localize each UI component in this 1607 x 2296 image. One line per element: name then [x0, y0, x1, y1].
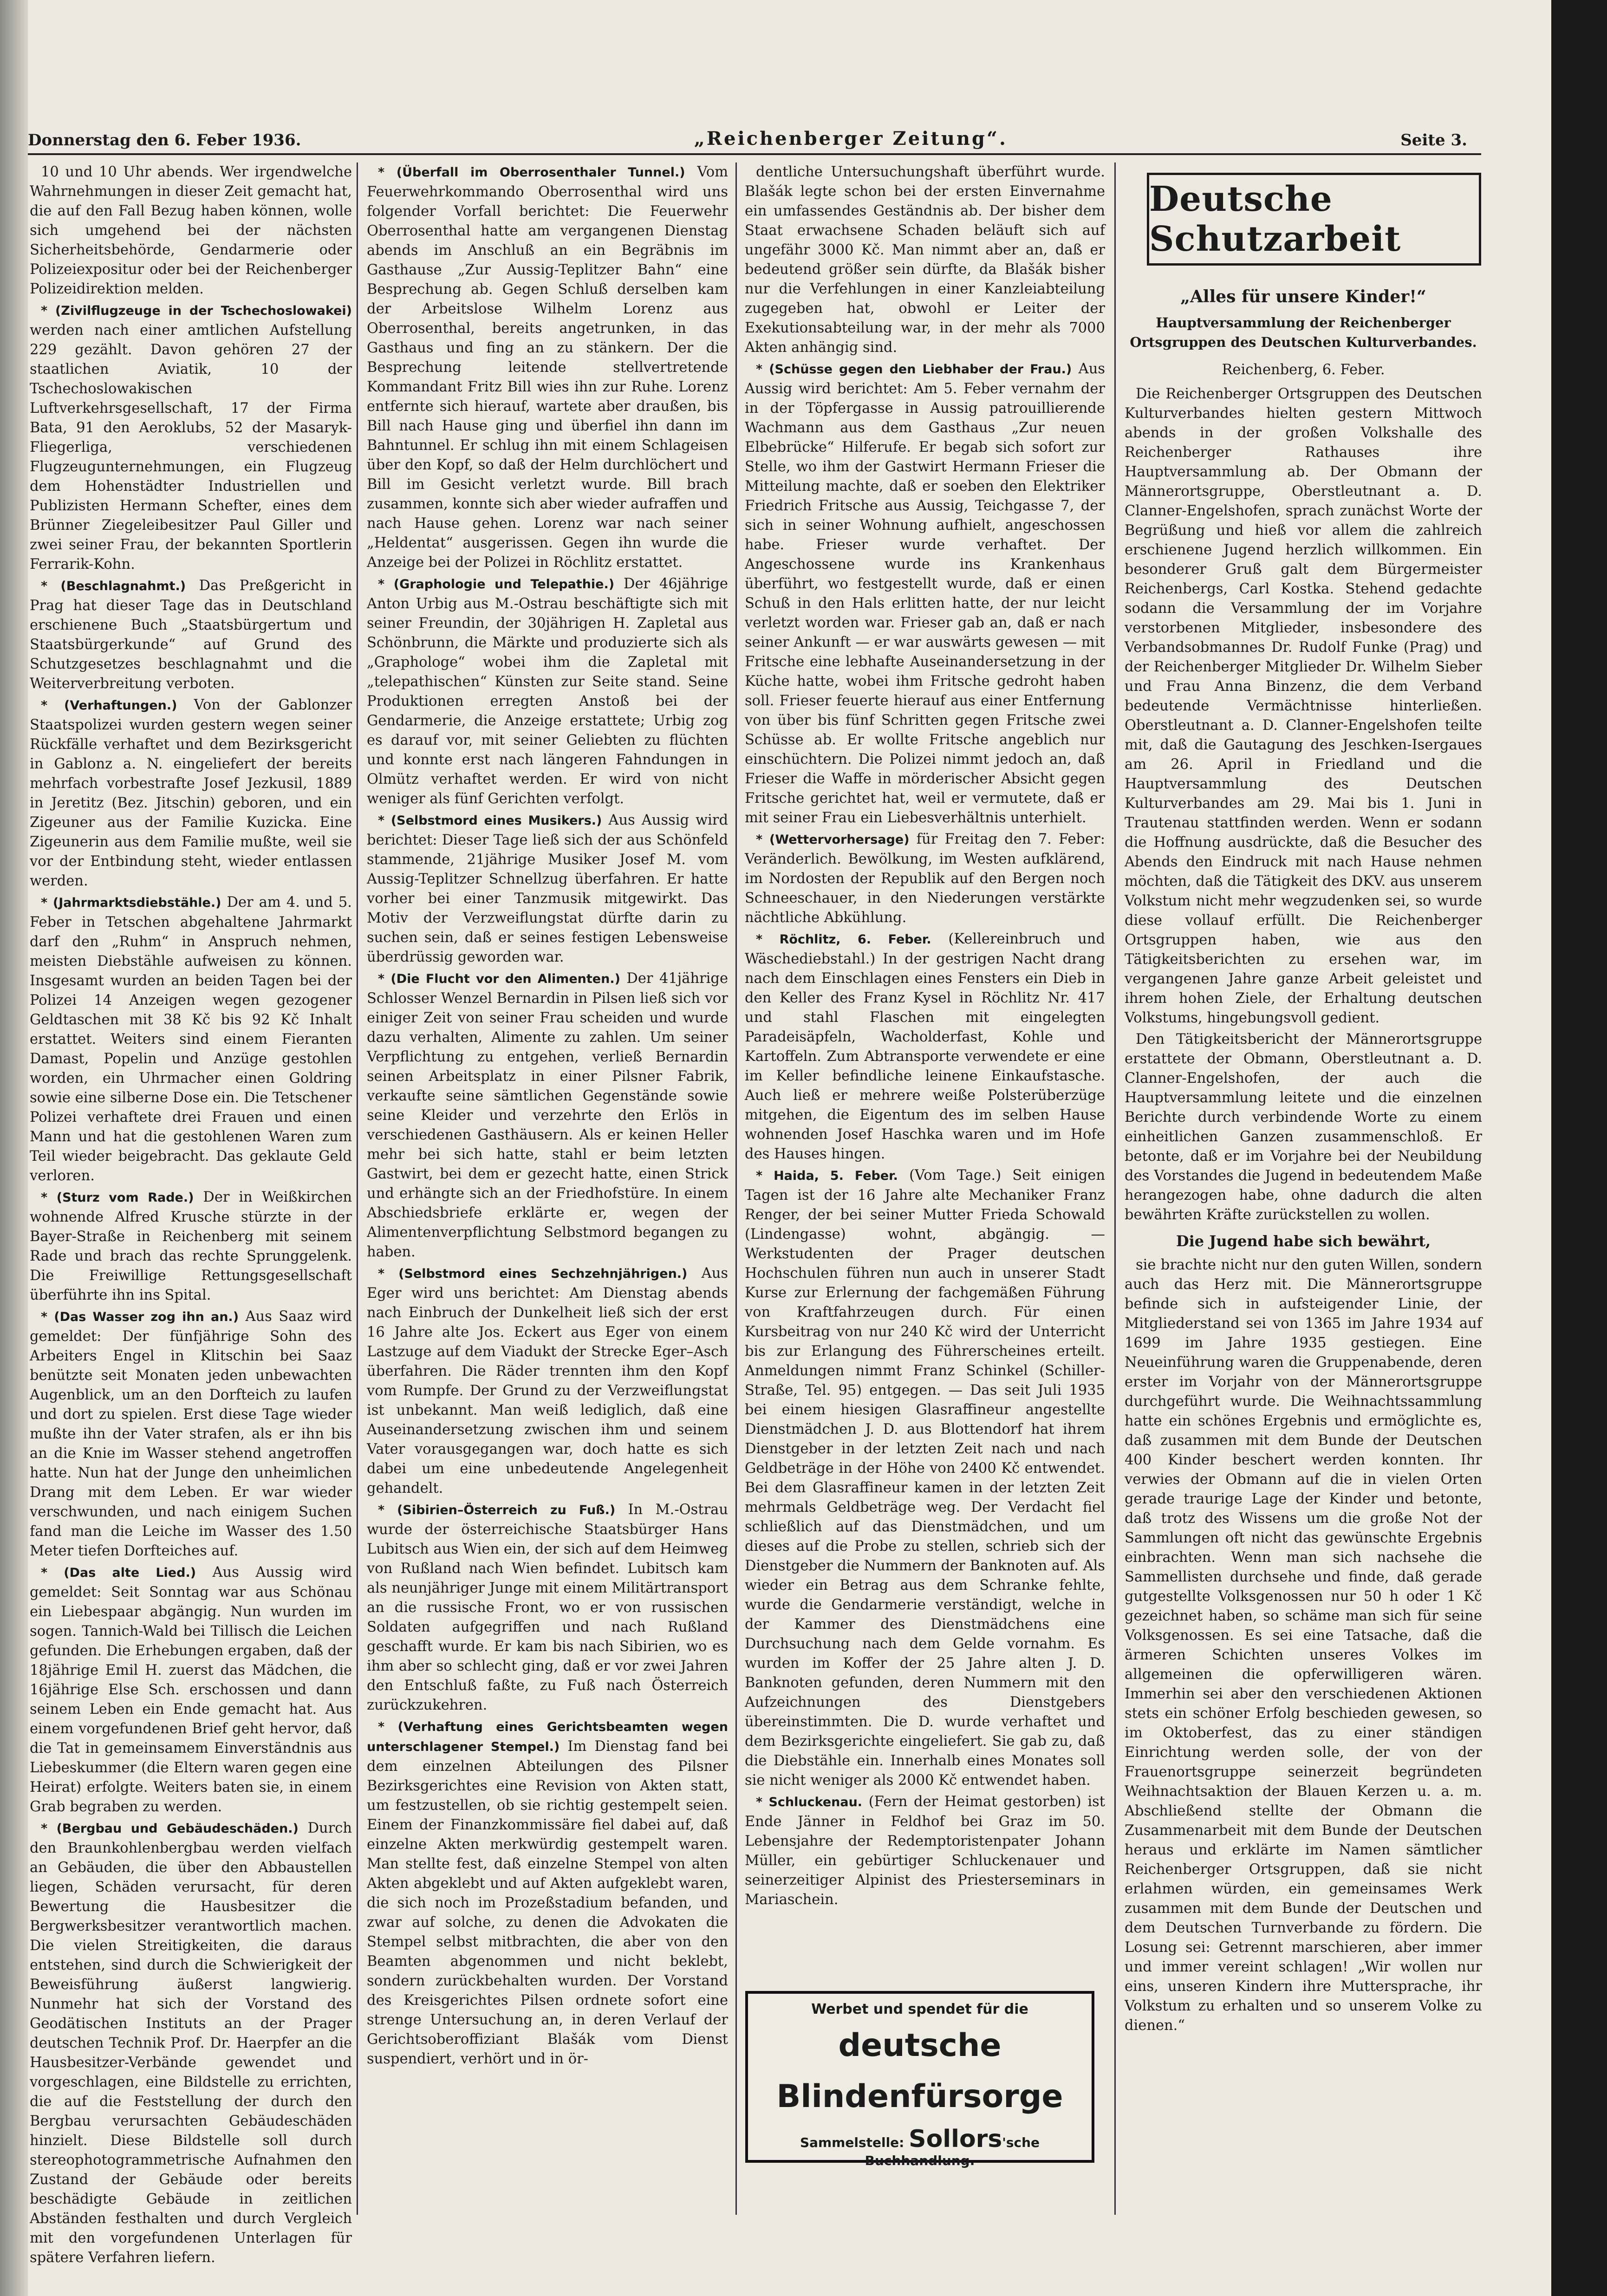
- article-subtitle: Hauptversammlung der Reichenberger Ortsgruppen des Deutschen Kulturverbandes.: [1130, 315, 1477, 350]
- article-paragraph: Den Tätigkeitsbericht der Männerortsgruppe erstattete der Obmann, Oberstleutnant a. D. Clanner-Engelshofen, der auch die Hauptversammlung leitete und die einzelnen Berichte durch verbindende Worte zu einem einheitlichen Ganzen zusammenschloß. Er betonte, daß er im Vorjahre bei der Neubildung des Vorstandes die Jugend in bedeutendem Maße herangezogen habe, ohne dadurch die alten bewährten Kräfte zurückstellen zu wollen.: [1125, 1031, 1482, 1223]
- article-paragraph: [30, 1819, 352, 2268]
- article-heading: * Röchlitz, 6. Feber.: [756, 932, 931, 947]
- article-paragraph: [745, 359, 1105, 828]
- article-paragraph: 10 und 10 Uhr abends. Wer irgendwelche Wahrnehmungen in dieser Zeit gemacht hat, die auf den Fall Bezug haben können, wolle sich umgehend bei der nächsten Sicherheitsbehörde, Gendarmerie oder Polizeiexpositur oder bei der Reichenberger Polizeidirektion melden.: [30, 164, 352, 297]
- article-heading: * (Sibirien–Österreich zu Fuß.): [378, 1503, 616, 1517]
- article-slogan: „Alles für unsere Kinder!“: [1180, 287, 1426, 306]
- article-text: Im Dienstag fand bei dem einzelnen Abteilungen des Pilsner Bezirksgerichtes eine Revision von Akten statt, um festzustellen, ob sie richtig gestempelt seien. Einem der Finanzkommissäre fiel dabei auf, daß einzelne Akten merkwürdig gestempelt waren. Man stellte fest, daß einzelne Stempel von alten Akten abgeklebt und auf Akten aufgeklebt waren, die sich noch im Prozeßstadium befanden, und zwar auf solche, zu denen die Advokaten die Stempel selbst mitbrachten, die aber von den Beamten abgenommen und nicht beklebt, sondern zurückbehalten wurden. Der Vorstand des Kreisgerichtes Pilsen ordnete sofort eine strenge Untersuchung an, in deren Verlauf der Gerichtsoberoffiziant Blašák vom Dienst suspendiert, verhört und in ör-: [367, 1738, 728, 2067]
- article-heading: * (Überfall im Oberrosenthaler Tunnel.): [378, 165, 685, 180]
- article-paragraph: [745, 1166, 1105, 1790]
- column-1: [30, 163, 352, 2266]
- article-text: Aus Eger wird uns berichtet: Am Dienstag abends nach Einbruch der Dunkelheit ließ sich der erst 16 Jahre alte Jos. Eckert aus Eger von einem Lastzuge auf dem Viadukt der Strecke Eger–Asch überfahren. Die Räder trennten ihm den Kopf vom Rumpfe. Der Grund zu der Verzweiflungstat ist unbekannt. Man weiß lediglich, daß eine Auseinandersetzung zwischen ihm und seinem Vater vorausgegangen war, doch hatte es sich dabei um eine unbedeutende Angelegenheit gehandelt.: [367, 1265, 728, 1496]
- article-heading: * (Wettervorhersage): [756, 833, 910, 847]
- article-heading: * (Graphologie und Telepathie.): [378, 577, 615, 592]
- article-heading: * Schluckenau.: [756, 1795, 863, 1809]
- article-paragraph: [745, 1792, 1105, 1910]
- article-paragraph: [367, 163, 728, 572]
- article-text: Aus Aussig wird berichtet: Am 5. Feber vernahm der in der Töpfergasse in Aussig patrouillierende Wachmann aus dem Gasthaus „Zur neuen Elbebrücke“ Hilferufe. Er begab sich sofort zur Stelle, wo ihm der Gastwirt Hermann Frieser die Mitteilung machte, daß er soeben den Elektriker Friedrich Fritsche aus Aussig, Teichgasse 7, der sich in seiner Wohnung aufhielt, angeschossen habe. Frieser wurde verhaftet. Der Angeschossene wurde ins Krankenhaus überführt, wo festgestellt wurde, daß er einen Schuß in den Hals erlitten hatte, der nur leicht verletzt worden war. Frieser gab an, daß er nach seiner Ankunft — er war auswärts gewesen — mit Fritsche eine lebhafte Auseinandersetzung in der Küche hatte, wobei ihm Fritsche gedroht haben soll. Frieser feuerte hierauf aus einer Entfernung von über bis fünf Schritten gegen Fritsche zwei Schüsse ab. Er wollte Fritsche angeblich nur einschüchtern. Die Polizei nimmt jedoch an, daß Frieser die Waffe in mörderischer Absicht gegen Fritsche gerichtet hat, weil er vermutete, daß er mit seiner Frau ein Liebesverhältnis unterhielt.: [745, 361, 1105, 826]
- article-paragraph: [367, 1717, 728, 2069]
- article-paragraph: [367, 969, 728, 1262]
- article-paragraph: [30, 1188, 352, 1305]
- article-heading: * Haida, 5. Feber.: [756, 1169, 898, 1183]
- article-paragraph: sie brachte nicht nur den guten Willen, sondern auch das Herz mit. Die Männerortsgruppe befinde sich in aufsteigender Linie, der Mitgliederstand sei von 1365 im Jahre 1934 auf 1699 im Jahre 1935 gestiegen. Eine Neueinführung waren die Gruppenabende, deren erster im Vorjahr von der Männerortsgruppe durchgeführt wurde. Die Weihnachtssammlung hatte ein schönes Ergebnis und ermöglichte es, daß zusammen mit dem Bunde der Deutschen 400 Kinder beschert werden konnten. Ihr verwies der Obmann auf die in vielen Orten gerade traurige Lage der Kinder und betonte, daß trotz des Wissens um die große Not der Sammlungen oft nicht das gewünschte Ergebnis einbrachten. Wenn man sich nachsehe die Sammellisten durchsehe und finde, daß gerade gutgestellte Volksgenossen nur 50 h oder 1 Kč gezeichnet haben, so schäme man sich für seine Volksgenossen. Es sei eine Tatsache, daß die ärmeren Schichten unseres Volkes im allgemeinen die opferwilligeren wären. Immerhin sei aber den verschiedenen Aktionen stets ein schöner Erfolg beschieden gewesen, so im Oktoberfest, das zu einer ständigen Einrichtung werden solle, der von der Frauenortsgruppe seinerzeit begründeten Weihnachtsaktion der Blauen Kerzen u. a. m. Abschließend stellte der Obmann die Zusammenarbeit mit dem Bunde der Deutschen heraus und erklärte im Namen sämtlicher Reichenberger Ortsgruppen, daß sie nicht erlahmen würden, ein gemeinsames Werk zusammen mit dem Bunde der Deutschen und dem Deutschen Turnverbande zu fördern. Die Losung sei: Getrennt marschieren, aber immer und immer vereint schlagen! „Wir wollen nur eins, unseren Kindern ihre Muttersprache, ihr Volkstum zu erhalten und so unserem Volke zu dienen.“: [1125, 1257, 1482, 2034]
- article-heading: * (Das alte Lied.): [41, 1566, 196, 1580]
- article-paragraph: [30, 1307, 352, 1561]
- article-text: Der in Weißkirchen wohnende Alfred Krusche stürzte in der Bayer-Straße in Reichenberg mit seinem Rade und brach das rechte Sprunggelenk. Die Freiwillige Rettungsgesellschaft überführte ihn ins Spital.: [30, 1189, 352, 1303]
- article-heading: * (Jahrmarktsdiebstähle.): [41, 896, 221, 910]
- article-text: In M.-Ostrau wurde der österreichische Staatsbürger Hans Lubitsch aus Wien ein, der sich auf dem Heimweg von Rußland nach Wien befindet. Lubitsch kam als neunjähriger Junge mit einem Militärtransport an die russische Front, wo er von russischen Soldaten aufgegriffen und nach Rußland geschafft wurde. Er kam bis nach Sibirien, wo es ihm aber so schlecht ging, daß er vor zwei Jahren den Entschluß faßte, zu Fuß nach Österreich zurückzukehren.: [367, 1502, 728, 1713]
- article-heading: * (Bergbau und Gebäudeschäden.): [41, 1821, 299, 1836]
- ad-collection-label: Sammelstelle:: [800, 2135, 904, 2150]
- ad-shop-suffix: 'sche Buchhandlung.: [865, 2135, 1040, 2168]
- article-text: (Vom Tage.) Seit einigen Tagen ist der 16 Jahre alte Mechaniker Franz Renger, der bei seiner Mutter Frieda Schowald (Lindengasse) wohnt, abgängig. — Werkstudenten der Prager deutschen Hochschulen führen nun auch in unserer Stadt Kurse zur Erlernung der fachgemäßen Führung von Kraftfahrzeugen durch. Für einen Kursbeitrag von nur 240 Kč wird der Unterricht bis zur Erlangung des Führerscheines erteilt. Anmeldungen nimmt Franz Schinkel (Schiller-Straße, Tel. 95) entgegen. — Das seit Juli 1935 bei einem hiesigen Glasraffineur angestellte Dienstmädchen J. D. aus Blottendorf hat ihrem Dienstgeber in der letzten Zeit nach und nach Geldbeträge in der Höhe von 2400 Kč entwendet. Bei dem Glasraffineur kamen in der letzten Zeit mehrmals Geldbeträge weg. Der Verdacht fiel schließlich auf das Dienstmädchen, und um dieses auf die Probe zu stellen, schrieb sich der Dienstgeber die Nummern der Banknoten auf. Als wieder ein Betrag aus dem Schranke fehlte, wurde die Gendarmerie verständigt, welche in der Kammer des Dienstmädchens eine Durchsuchung nach dem Gelde vornahm. Es wurden im Koffer der 25 Jahre alten J. D. Banknoten gefunden, deren Nummern mit den Aufzeichnungen des Dienstgebers übereinstimmten. Die D. wurde verhaftet und dem Bezirksgerichte eingeliefert. Sie gab zu, daß die Diebstähle ein. Innerhalb eines Monates soll sie nicht weniger als 2000 Kč entwendet haben.: [745, 1167, 1105, 1789]
- article-subheading: Die Jugend habe sich bewährt,: [1176, 1232, 1431, 1250]
- ad-headline: deutsche Blindenfürsorge: [776, 2027, 1063, 2115]
- column-3: [745, 163, 1105, 1973]
- article-text: (Kellereinbruch und Wäschediebstahl.) In der gestrigen Nacht drang nach dem Einschlagen eines Fensters ein Dieb in den Keller des Franz Kysel in Röchlitz Nr. 417 und stahl Flaschen mit eingelegten Paradeisäpfeln, Wacholderfast, Kohle und Kartoffeln. Zum Abtransporte verwendete er eine im Keller befindliche leinene Einkaufstasche. Auch ließ er mehrere weiße Polsterüberzüge mitgehen, die Eigentum des im selben Hause wohnenden Josef Haschka waren und im Hofe des Hauses hingen.: [745, 931, 1105, 1162]
- article-text: Aus Aussig wird berichtet: Dieser Tage ließ sich der aus Schönfeld stammende, 21jährige Musiker Josef M. vom Aussig-Teplitzer Schnellzug überfahren. Er hatte vorher bei einer Tanzmusik mitgewirkt. Das Motiv der Verzweiflungstat dürfte darin zu suchen sein, daß er seines festigen Lebensweise überdrüssig geworden war.: [367, 812, 728, 965]
- article-heading: * (Schüsse gegen den Liebhaber der Frau.): [756, 362, 1072, 377]
- article-text: Aus Aussig wird gemeldet: Seit Sonntag war aus Schönau ein Liebespaar abgängig. Nun wurden im sogen. Tannich-Wald bei Tillisch die Leichen gefunden. Die Erhebungen ergaben, daß der 18jährige Emil H. zuerst das Mädchen, die 16jährige Else Sch. erschossen und dann seinem Leben ein Ende gemacht hat. Aus einem vorgefundenen Brief geht hervor, daß die Tat in gemeinsamem Einverständnis aus Liebeskummer (die Eltern waren gegen eine Heirat) erfolgte. Weiters baten sie, in einem Grab begraben zu werden.: [30, 1564, 352, 1815]
- article-paragraph: [367, 574, 728, 809]
- article-paragraph: [30, 696, 352, 891]
- article-paragraph: [367, 1500, 728, 1715]
- header-page-number: Seite 3.: [1400, 131, 1467, 150]
- ad-collection-point: [748, 2125, 1092, 2168]
- article-text: (Fern der Heimat gestorben) ist Ende Jänner in Feldhof bei Graz im 50. Lebensjahre der Redemptoristenpater Johann Müller, ein gebürtiger Schluckenauer und seinerzeitiger Alpinist des Priesterseminars in Mariaschein.: [745, 1794, 1105, 1908]
- article-dateline: Reichenberg, 6. Feber.: [1222, 362, 1385, 378]
- section-title: Deutsche Schutzarbeit: [1149, 179, 1401, 259]
- header-date: Donnerstag den 6. Feber 1936.: [28, 131, 301, 150]
- article-text: Aus Saaz wird gemeldet: Der fünfjährige Sohn des Arbeiters Engel in Klitschin bei Saaz benützte seit Monaten jeden unbewachten Augenblick, um an den Dorfteich zu laufen und dort zu spielen. Erst diese Tage wieder mußte ihn der Vater strafen, als er ihn bis an die Knie im Wasser stehend angetroffen hatte. Nun hat der Junge den unheimlichen Drang mit dem Leben. Er war wieder verschwunden, und nach einigem Suchen fand man die Leiche im Wasser des 1.50 Meter tiefen Dorfteiches auf.: [30, 1308, 352, 1559]
- article-heading: * (Das Wasser zog ihn an.): [41, 1310, 239, 1324]
- article-heading: * (Zivilflugzeuge in der Tschechoslowakei): [41, 304, 352, 318]
- article-heading: * (Verhaftungen.): [41, 698, 177, 713]
- article-paragraph: [30, 1563, 352, 1817]
- header-paper-name: „Reichenberger Zeitung“.: [694, 128, 1008, 150]
- article-paragraph: [745, 830, 1105, 928]
- column-rule: [357, 163, 358, 2215]
- ad-line-1: Werbet und spendet für die: [811, 2001, 1028, 2017]
- section-title-box: [1147, 173, 1481, 266]
- article-text: Der 46jährige Anton Urbig aus M.-Ostrau beschäftigte sich mit seiner Freundin, der 30jährigen H. Zapletal aus Schönbrunn, die Märkte und produzierte sich als „Graphologe“ wobei ihm die Zapletal mit „telepathischen“ Künsten zur Seite stand. Seine Produktionen erregten Anstoß bei der Gendarmerie, die Anzeige erstattete; Urbig zog es darauf vor, mit seiner Geliebten zu flüchten und konnte erst nach längeren Fahndungen in Olmütz verhaftet werden. Er wird von nicht weniger als fünf Gerichten verfolgt.: [367, 576, 728, 807]
- article-paragraph: [367, 811, 728, 967]
- ad-shop-name: Sollors: [909, 2125, 1002, 2153]
- article-text: Das Preßgericht in Prag hat dieser Tage das in Deutschland erschienene Buch „Staatsbürgertum und Staatsbürgerkunde“ auf Grund des Schutzgesetzes beschlagnahmt und die Weiterverbreitung verboten.: [30, 578, 352, 692]
- article-heading: * (Beschlagnahmt.): [41, 579, 186, 593]
- column-rule: [1114, 163, 1116, 2215]
- article-text: Durch den Braunkohlenbergbau werden vielfach an Gebäuden, die über den Abbaustellen liegen, Schäden verursacht, für deren Bewertung die Hausbesitzer die Bergwerksbesitzer verantwortlich machen. Die vielen Streitigkeiten, die daraus entstehen, sind durch die Schwierigkeit der Beweisführung äußerst langwierig. Nunmehr hat sich der Vorstand des Geodätischen Instituts an der Prager deutschen Technik Prof. Dr. Haerpfer an die Hausbesitzer-Verbände gewendet und vorgeschlagen, eine Bildstelle zu errichten, die auf die Feststellung der durch den Bergbau verursachten Gebäudeschäden hinzielt. Diese Bildstelle soll durch stereophotogrammetrische Aufnahmen den Zustand der Gebäude oder bereits beschädigte Gebäude in zeitlichen Abständen festhalten und durch Vergleich mit den vorgefundenen Unterlagen für spätere Verfahren liefern.: [30, 1820, 352, 2266]
- blind-welfare-advertisement: [745, 1991, 1094, 2168]
- column-rule: [735, 163, 737, 2215]
- article-paragraph: [745, 930, 1105, 1164]
- article-paragraph: dentliche Untersuchungshaft überführt wurde. Blašák legte schon bei der ersten Einvernahme ein umfassendes Geständnis ab. Der bisher dem Staat erwachsene Schaden beläuft sich auf ungefähr 3000 Kč. Man nimmt aber an, daß er bedeutend größer sein dürfte, da Blašák bisher nur die Verfehlungen in einer Kanzleiabteilung zugegeben hat, obwohl er Leiter der Exekutionsabteilung war, in der mehr als 7000 Akten anhängig sind.: [745, 164, 1105, 356]
- article-text: werden nach einer amtlichen Aufstellung 229 gezählt. Davon gehören 27 der staatlichen Aviatik, 10 der Tschechoslowakischen Luftverkehrsgesellschaft, 17 der Firma Bata, 91 den Aeroklubs, 52 der Masaryk-Fliegerliga, verschiedenen Flugzeugunternehmungen, ein Flugzeug dem Hohenstädter Industriellen und Publizisten Hermann Schefter, eines dem Brünner Ziegeleibesitzer Paul Giller und zwei seiner Frau, der bekannten Sportlerin Ferrarik-Kohn.: [30, 322, 352, 572]
- article-heading: * (Selbstmord eines Sechzehnjährigen.): [378, 1267, 688, 1281]
- article-paragraph: [30, 576, 352, 694]
- article-text: Der am 4. und 5. Feber in Tetschen abgehaltene Jahrmarkt darf den „Ruhm“ in Anspruch nehmen, meisten Diebstähle aufweisen zu können. Insgesamt wurden an beiden Tagen bei der Polizei 14 Anzeigen wegen gezogener Geldtaschen mit 38 Kč bis 92 Kč Inhalt erstattet. Weiters sind einem Fieranten Damast, Popelin und Anzüge gestohlen worden, ein Uhrmacher einen Goldring sowie eine silberne Dose ein. Die Tetschener Polizei verhaftete drei Frauen und einen Mann und hat die gestohlenen Waren zum Teil wieder beigebracht. Das geklaute Geld verloren.: [30, 894, 352, 1184]
- article-text: Der 41jährige Schlosser Wenzel Bernardin in Pilsen ließ sich vor einiger Zeit von seiner Frau scheiden und wurde dazu verhalten, Alimente zu zahlen. Um seiner Verpflichtung zu entgehen, verließ Bernardin seinen Arbeitsplatz in einer Pilsner Fabrik, verkaufte seine sämtlichen Gegenstände sowie seine Kleider und verzehrte den Erlös in verschiedenen Gasthäusern. Als er keinen Heller mehr bei sich hatte, stahl er beim letzten Gastwirt, bei dem er gezecht hatte, einen Strick und erhängte sich an der Friedhofstüre. In einem Abschiedsbriefe erklärte er, wegen der Alimentenverpflichtung Selbstmord begangen zu haben.: [367, 970, 728, 1260]
- article-paragraph: [30, 301, 352, 574]
- article-text: für Freitag den 7. Feber: Veränderlich. Bewölkung, im Westen aufklärend, im Nordosten der Republik auf den Bergen noch Schneeschauer, in den Niederungen verstärkte nächtliche Abkühlung.: [745, 831, 1105, 926]
- article-heading: * (Selbstmord eines Musikers.): [378, 813, 602, 828]
- article-paragraph: Die Reichenberger Ortsgruppen des Deutschen Kulturverbandes hielten gestern Mittwoch abends in der großen Volkshalle des Reichenberger Rathauses ihre Hauptversammlung ab. Der Obmann der Männerortsgruppe, Oberstleutnant a. D. Clanner-Engelshofen, sprach zunächst Worte der Begrüßung und hieß vor allem die zahlreich erschienene Jugend herzlich willkommen. Ein besonderer Gruß galt dem Bürgermeister Reichenbergs, Carl Kostka. Stehend gedachte sodann die Versammlung der im Vorjahre verstorbenen Mitglieder, insbesondere des Verbandsobmannes Dr. Rudolf Funke (Prag) und der Reichenberger Mitglieder Dr. Wilhelm Sieber und Frau Anna Binzenz, die dem Verband bedeutende Vermächtnisse hinterließen. Oberstleutnant a. D. Clanner-Engelshofen teilte mit, daß die Gautagung des Jeschken-Isergaues am 26. April in Friedland und die Hauptversammlung des Deutschen Kulturverbandes am 29. Mai bis 1. Juni in Trautenau stattfinden werden. Wenn er sodann die Hoffnung ausdrückte, daß die Besucher des Abends den Eindruck mit nach Hause nehmen möchten, daß die Tätigkeit des DKV. aus unserem Volkstum nicht mehr wegzudenken sei, so wurde diese vollauf erfüllt. Die Reichenberger Ortsgruppen haben, wie aus den Tätigkeitsberichten zu ersehen war, im vergangenen Jahre ganze Arbeit geleistet und ihrem hohen Ziele, der Erhaltung deutschen Volkstums, hingebungsvoll gedient.: [1125, 386, 1482, 1026]
- column-2: [367, 163, 728, 2229]
- article-text: Vom Feuerwehrkommando Oberrosenthal wird uns folgender Vorfall berichtet: Die Feuerwehr Oberrosenthal hatte am vergangenen Dienstag abends im Anschluß an ein Begräbnis im Gasthause „Zur Aussig-Teplitzer Bahn“ eine Besprechung ab. Gegen Schluß derselben kam der Arbeitslose Wilhelm Lorenz aus Oberrosenthal, bereits angetrunken, in das Gasthaus und fing an zu stänkern. Der die Besprechung leitende stellvertretende Kommandant Fritz Bill wies ihn zur Ruhe. Lorenz entfernte sich hierauf, wartete aber draußen, bis Bill nach Hause ging und überfiel ihn dann im Bahntunnel. Er schlug ihn mit einem Schlageisen über den Kopf, so daß der Helm durchlöchert und Bill im Gesicht verletzt wurde. Bill brach zusammen, konnte sich aber wieder aufraffen und nach Hause gehen. Lorenz war nach seiner „Heldentat“ ausgerissen. Gegen ihn wurde die Anzeige bei der Polizei in Röchlitz erstattet.: [367, 164, 728, 571]
- article-heading: * (Die Flucht vor den Alimenten.): [378, 972, 620, 986]
- column-4: [1125, 283, 1482, 2229]
- article-paragraph: [30, 893, 352, 1186]
- scan-right-edge: [1551, 0, 1607, 2296]
- article-heading: * (Sturz vom Rade.): [41, 1190, 194, 1205]
- scan-left-edge: [0, 0, 28, 2296]
- page-header: [28, 122, 1467, 150]
- header-rule: [28, 153, 1481, 155]
- article-heading: * (Verhaftung eines Gerichtsbeamten wegen unterschlagener Stempel.): [367, 1720, 728, 1754]
- article-text: Von der Gablonzer Staatspolizei wurden gestern wegen seiner Rückfälle verhaftet und dem Bezirksgericht in Gablonz a. N. eingeliefert der bereits mehrfach vorbestrafte Josef Jezkusil, 1889 in Jeretitz (Bez. Jitschin) geboren, und ein Zigeuner aus der Familie Kuzicka. Eine Zigeunerin aus dem Familie mußte, weil sie vor der Entbindung steht, wieder entlassen werden.: [30, 697, 352, 889]
- article-paragraph: [367, 1264, 728, 1498]
